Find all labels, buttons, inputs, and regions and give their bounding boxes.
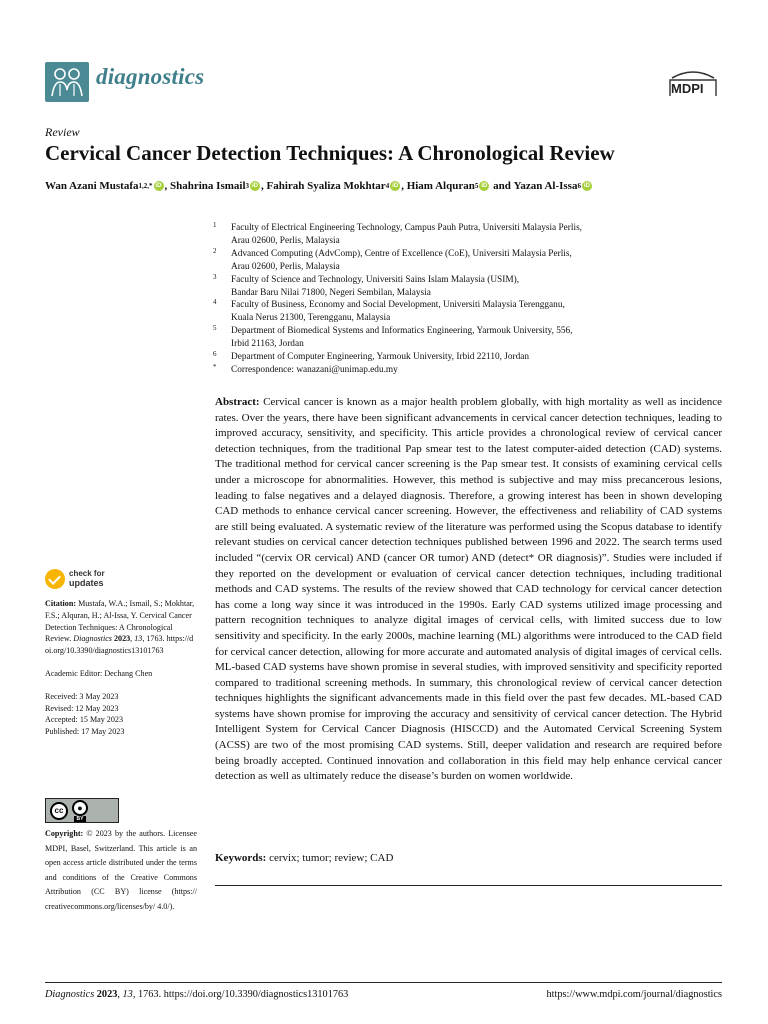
footer-doi[interactable]: , 1763. https://doi.org/10.3390/diagnostics13101763 — [132, 989, 349, 1000]
footer-journal: Diagnostics — [45, 989, 95, 1000]
author-name: Shahrina Ismail — [170, 180, 246, 192]
author-separator: and — [490, 180, 514, 192]
affiliation-line: Bandar Baru Nilai 71800, Negeri Sembilan, Malaysia — [231, 287, 431, 298]
author-affiliation-marker: 4 — [385, 182, 390, 190]
keywords-divider — [215, 885, 722, 886]
journal-name: diagnostics — [96, 64, 205, 89]
checkmark-icon — [45, 569, 65, 589]
affiliation-number: 1 — [213, 221, 217, 229]
orcid-icon[interactable]: iD — [392, 183, 399, 189]
copyright-label: Copyright: — [45, 829, 84, 838]
orcid-icon[interactable]: iD — [252, 183, 259, 189]
date-published: Published: 17 May 2023 — [45, 727, 125, 737]
abstract-text: Cervical cancer is known as a major health problem globally, with high mortality as well as incidence rates. Over the years, there have been significant advancements in cervical cancer detection techniques, leading to improved accuracy, sensitivity, and specificity. This article provides a chronological review of cervical cancer detection techniques, from the traditional Pap smear test to the latest computer-aided detection (CAD) systems. The traditional method for cervical cancer screening is the Pap smear test. It consists of examining cervical cells under a microscope for abnormalities. However, this method is subjective and may miss precancerous lesions, leading to false negatives and a delayed diagnosis. Therefore, a growing interest has been in shown developing CAD methods to enhance cervical cancer screening. However, the effectiveness and reliability of CAD systems are still being evaluated. A systematic review of the literature was performed using the Scopus database to identify relevant studies on cervical cancer detection techniques published between 1996 and 2022. The search terms used included “(cervix OR cervical) AND (cancer OR tumor) AND (detect* OR diagnosis)”. Studies were included if they reported on the development or evaluation of cervical cancer detection techniques, including traditional methods and CAD systems. The results of the review showed that CAD technology for cervical cancer detection has come a long way since it was introduced in the 1990s. Early CAD systems utilized image processing and pattern recognition techniques to analyze digital images of cervical cells, with limited success due to low sensitivity and specificity. In the early 2000s, machine learning (ML) algorithms were introduced to the CAD field for cervical cancer detection, allowing for more accurate and automated analysis of digital images of cervical cells. ML-based CAD systems have shown promise in several studies, with improved sensitivity and specificity reported compared to traditional screening methods. In summary, this chronological review of cervical cancer detection techniques highlights the significant advancements made in this field over the past few decades. ML-based CAD systems have shown promise for improving the accuracy and sensitivity of cervical cancer detection. The Hybrid Intelligent System for Cervical Cancer Diagnosis (HISCCD) and the Automated Cervical Screening System (ACSS) are two of the most promising CAD systems. Still, deeper validation and research are required before being broadly accepted. Continued innovation and collaboration in this field may help enhance cervical cancer detection as well as ultimately reduce the disease’s burden on women worldwide. — [215, 396, 723, 783]
affiliation-item — [213, 299, 683, 325]
affiliation-item — [213, 222, 683, 248]
affiliation-line: Department of Computer Engineering, Yarmouk University, Irbid 22110, Jordan — [231, 352, 530, 363]
footer-year: 2023 — [96, 989, 118, 1000]
keywords-label: Keywords: — [215, 852, 267, 864]
orcid-icon[interactable]: iD — [155, 183, 162, 189]
author-affiliation-marker: 3 — [245, 182, 250, 190]
author-name: Hiam Alquran — [406, 180, 475, 192]
academic-editor: Academic Editor: Dechang Chen — [45, 668, 153, 678]
date-revised: Revised: 12 May 2023 — [45, 703, 119, 713]
author-name: Wan Azani Mustafa — [45, 180, 139, 192]
author-separator: , — [401, 180, 407, 192]
publisher-name: MDPI — [671, 81, 704, 96]
date-accepted: Accepted: 15 May 2023 — [45, 715, 123, 725]
citation: Citation: Mustafa, W.A.; Ismail, S.; Mokhtar, F.S.; Alquran, H.; Al-Issa, Y. Cervical Cancer Detection Techniques: A Chronological Review. Diagnostics 2023, 13, 1763. https://doi.org/10.3390/diagnostics13101763 — [45, 599, 195, 656]
affiliation-line: Arau 02600, Perlis, Malaysia — [231, 235, 340, 246]
affiliation-line: Faculty of Business, Economy and Social Development, Universiti Malaysia Terengganu, — [231, 300, 565, 311]
date-received: Received: 3 May 2023 — [45, 691, 119, 701]
author-separator: , — [261, 180, 267, 192]
citation-pages: , 1763. — [142, 634, 165, 644]
author-name: Fahirah Syaliza Mokhtar — [266, 180, 386, 192]
affiliation-line: Department of Biomedical Systems and Informatics Engineering, Yarmouk University, 556, — [231, 326, 573, 337]
footer-divider — [45, 982, 722, 983]
affiliation-line: Correspondence: wanazani@unimap.edu.my — [231, 364, 398, 375]
author-separator: , — [164, 180, 171, 192]
person-icon: ● — [72, 800, 88, 816]
copyright-notice — [45, 827, 197, 915]
affiliation-line: Kuala Nerus 21300, Terengganu, Malaysia — [231, 313, 391, 324]
footer-volume: 13 — [122, 989, 133, 1000]
citation-text: Mustafa, W.A.; Ismail, S.; Mokhtar, F.S.; Alquran, H.; Al-Issa, Y. Cervical Cancer Detection Techniques: A Chronological Review. — [45, 599, 195, 644]
copyright-text: © 2023 by the authors. Licensee MDPI, Basel, Switzerland. This article is an open access article distributed under the terms and conditions of the Creative Commons Attribution (CC BY) license (https:// creativecommons.org/licenses/by/ 4.0/). — [45, 829, 197, 911]
check-updates-line-1: check for — [69, 569, 105, 578]
affiliation-item — [213, 364, 683, 377]
journal-logo-icon — [45, 62, 89, 102]
affiliation-line: Irbid 21163, Jordan — [231, 339, 304, 350]
citation-doi[interactable]: https://doi.org/10.3390/diagnostics13101763 — [45, 634, 194, 656]
orcid-icon[interactable]: iD — [481, 183, 488, 189]
affiliation-item — [213, 351, 683, 364]
citation-label: Citation: — [45, 599, 77, 608]
affiliation-number: 2 — [213, 246, 217, 255]
author-affiliation-marker: 5 — [474, 182, 479, 190]
author-list — [45, 180, 593, 192]
keywords — [215, 852, 393, 864]
cc-by-license-badge[interactable] — [45, 798, 119, 823]
author-affiliation-marker: 6 — [577, 182, 581, 190]
affiliation-number: 3 — [213, 272, 217, 281]
cc-by-label: BY — [74, 816, 87, 822]
affiliation-line: Faculty of Science and Technology, Universiti Sains Islam Malaysia (USIM), — [231, 274, 520, 285]
article-type: Review — [45, 125, 80, 139]
affiliation-number: 6 — [213, 350, 217, 359]
affiliation-line: Arau 02600, Perlis, Malaysia — [231, 261, 340, 272]
check-for-updates-button[interactable] — [45, 569, 105, 589]
keywords-text: cervix; tumor; review; CAD — [269, 852, 394, 864]
publisher-logo — [666, 70, 720, 100]
citation-volume: 13 — [134, 634, 143, 644]
affiliation-item — [213, 248, 683, 274]
author-name: Yazan Al-Issa — [513, 180, 578, 192]
author-affiliation-marker: 1,2,* — [138, 182, 153, 190]
footer-journal-url[interactable]: https://www.mdpi.com/journal/diagnostics — [546, 989, 722, 1000]
journal-logo — [45, 62, 89, 102]
affiliation-line: Faculty of Electrical Engineering Technology, Campus Pauh Putra, Universiti Malaysia Perlis, — [231, 223, 583, 233]
article-title: Cervical Cancer Detection Techniques: A Chronological Review — [45, 141, 615, 165]
affiliation-item — [213, 325, 683, 351]
affiliations — [213, 222, 683, 377]
footer-citation: Diagnostics 2023, 13, 1763. https://doi.org/10.3390/diagnostics13101763 — [45, 989, 349, 1000]
article-info-sidebar — [45, 598, 197, 738]
abstract-label: Abstract: — [215, 396, 260, 408]
abstract — [215, 395, 722, 785]
affiliation-number: 4 — [213, 298, 217, 307]
citation-journal: Diagnostics — [73, 634, 112, 644]
orcid-icon[interactable]: iD — [583, 183, 590, 189]
affiliation-number: 5 — [213, 324, 217, 333]
affiliation-number: * — [213, 362, 217, 371]
citation-year: 2023 — [113, 634, 131, 644]
affiliation-item — [213, 274, 683, 300]
check-updates-line-2: updates — [69, 578, 104, 588]
affiliation-line: Advanced Computing (AdvComp), Centre of Excellence (CoE), Universiti Malaysia Perlis, — [231, 248, 572, 259]
cc-icon: cc — [50, 802, 68, 820]
